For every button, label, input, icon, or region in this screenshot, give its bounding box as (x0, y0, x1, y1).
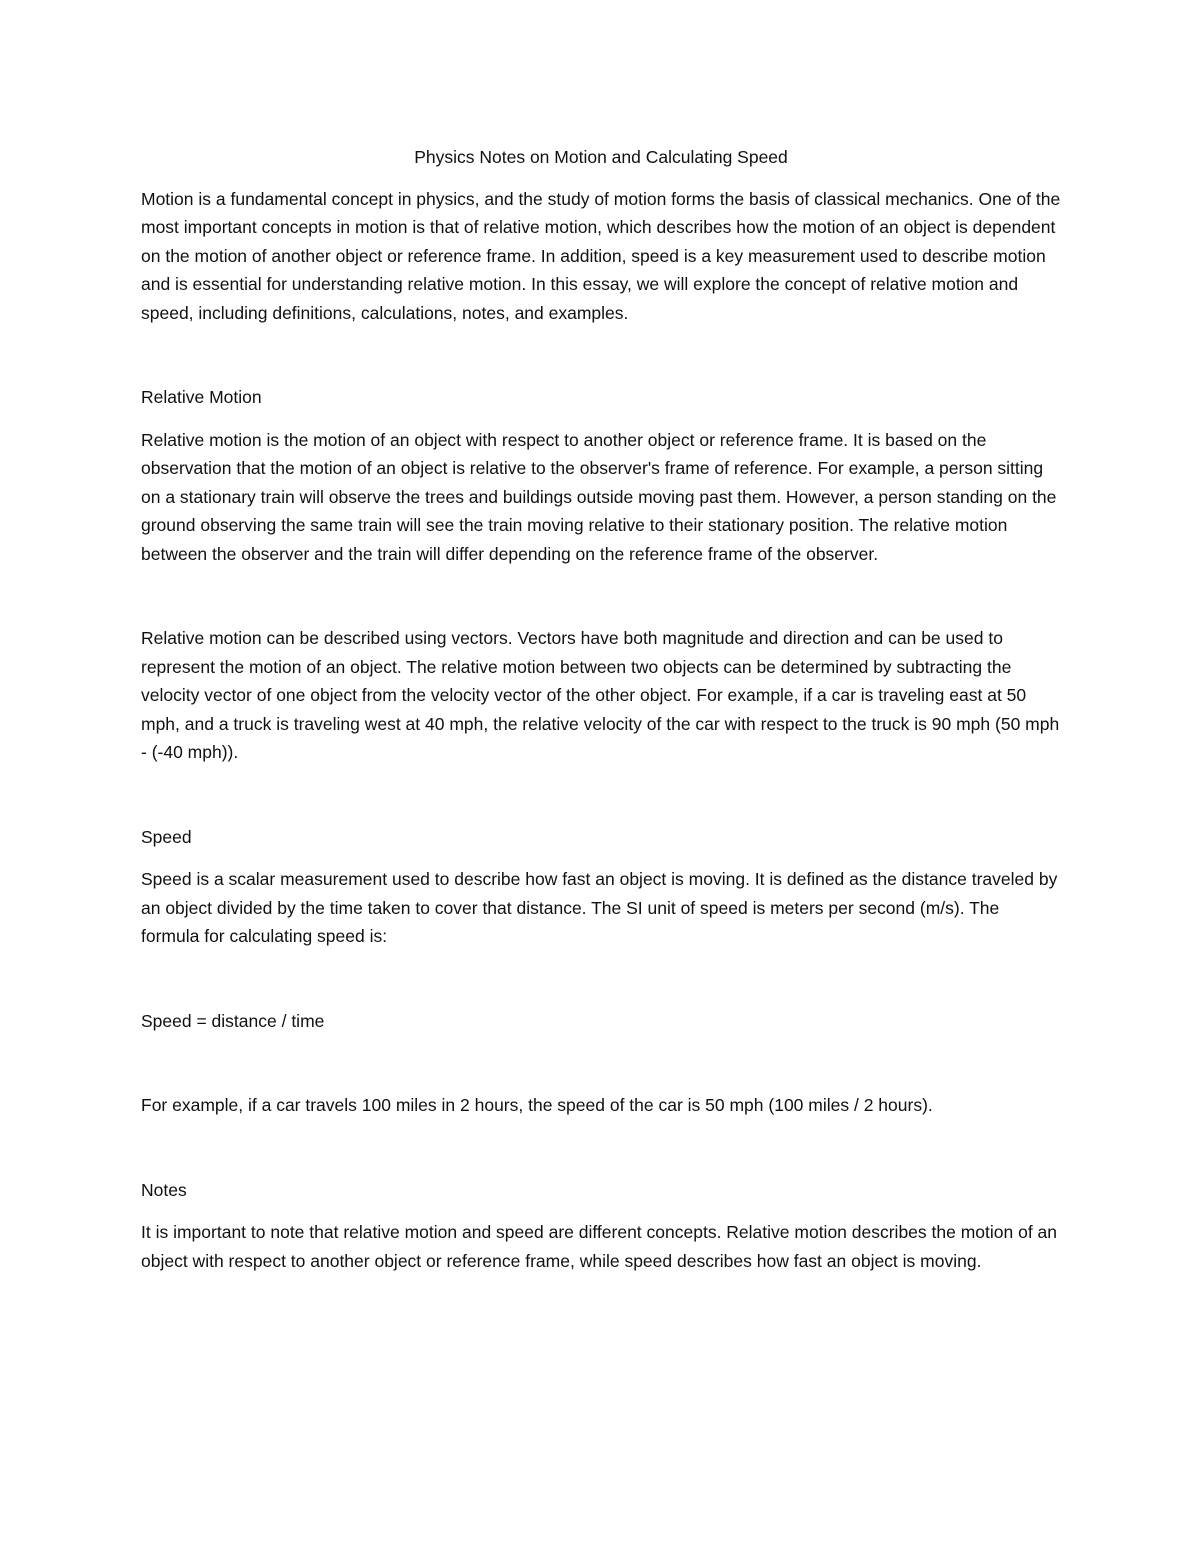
heading-notes: Notes (141, 1179, 187, 1200)
document-title: Physics Notes on Motion and Calculating Speed (414, 147, 788, 167)
relative-motion-paragraph-1: Relative motion is the motion of an object with respect to another object or reference frame. It is based on the observation that the motion of an object is relative to the observer's frame of reference. For example, a person sitting on a stationary train will observe the trees and buildings outside moving past them. However, a person standing on the ground observing the same train will see the train moving relative to their stationary position. The relative motion between the observer and the train will differ depending on the reference frame of the observer. (141, 429, 1057, 564)
speed-paragraph-1: Speed is a scalar measurement used to describe how fast an object is moving. It is defined as the distance traveled by an object divided by the time taken to cover that distance. The SI unit of speed is meters per second (m/s). The formula for calculating speed is: (141, 869, 1058, 946)
spacer (141, 568, 1061, 624)
document-body (141, 143, 1061, 1275)
speed-example: For example, if a car travels 100 miles in 2 hours, the speed of the car is 50 mph (100 miles / 2 hours). (141, 1095, 933, 1115)
spacer (141, 1120, 1061, 1176)
heading-relative-motion: Relative Motion (141, 387, 262, 407)
notes-paragraph-1: It is important to note that relative motion and speed are different concepts. Relative motion describes the motion of an object with respect to another object or reference frame, while speed describes how fast an object is moving. (141, 1222, 1058, 1271)
intro-paragraph: Motion is a fundamental concept in physics, and the study of motion forms the basis of classical mechanics. One of the most important concepts in motion is that of relative motion, which describes how the motion of an object is dependent on the motion of another object or reference frame. In addition, speed is a key measurement used to describe motion and is essential for understanding relative motion. In this essay, we will explore the concept of relative motion and speed, including definitions, calculations, notes, and examples. (141, 188, 1061, 323)
spacer (141, 1204, 1061, 1218)
spacer (141, 327, 1061, 383)
relative-motion-paragraph-2: Relative motion can be described using vectors. Vectors have both magnitude and direction and can be used to represent the motion of an object. The relative motion between two objects can be determined by subtracting the velocity vector of one object from the velocity vector of the other object. For example, if a car is traveling east at 50 mph, and a truck is traveling west at 40 mph, the relative velocity of the car with respect to the truck is 90 mph (50 mph - (-40 mph)). (141, 628, 1060, 762)
spacer (141, 1035, 1061, 1091)
heading-speed: Speed (141, 826, 192, 847)
spacer (141, 412, 1061, 426)
speed-formula: Speed = distance / time (141, 1010, 325, 1031)
spacer (141, 951, 1061, 1007)
spacer (141, 851, 1061, 865)
spacer (141, 767, 1061, 823)
